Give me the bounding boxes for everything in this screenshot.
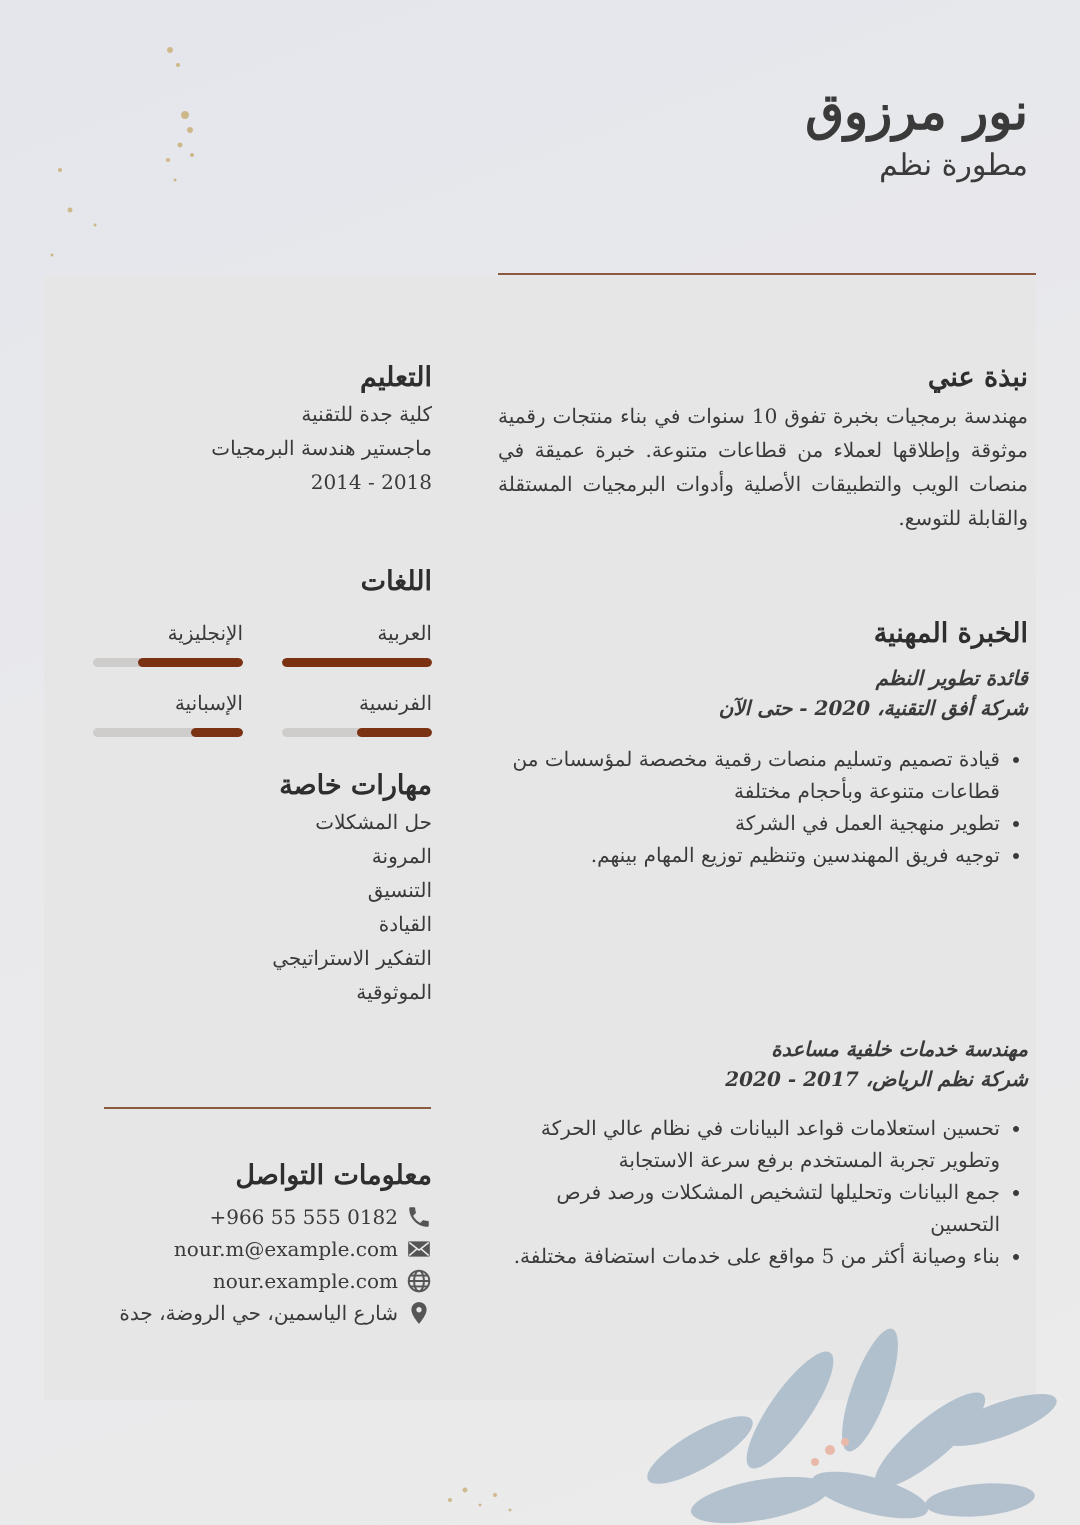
skill-item: حل المشكلات	[315, 810, 432, 834]
address-text: شارع الياسمين، حي الروضة، جدة	[119, 1301, 398, 1325]
contact-address	[92, 1297, 432, 1329]
job-company: شركة أفق التقنية، 2020 - حتى الآن	[718, 696, 1028, 720]
skill-item: التنسيق	[367, 878, 432, 902]
phone-icon	[406, 1204, 432, 1230]
email-icon	[406, 1236, 432, 1262]
job-company: شركة نظم الرياض، 2017 - 2020	[725, 1067, 1028, 1091]
location-icon	[406, 1300, 432, 1326]
experience-section	[498, 618, 1028, 871]
globe-icon	[406, 1268, 432, 1294]
language-name: الإنجليزية	[167, 621, 243, 645]
contact-website[interactable]	[92, 1265, 432, 1297]
languages-heading: اللغات	[360, 566, 432, 597]
list-item: • بناء وصيانة أكثر من 5 مواقع على خدمات استضافة مختلفة.	[498, 1240, 1000, 1272]
languages-section	[92, 566, 432, 756]
list-item: • جمع البيانات وتحليلها لتشخيص المشكلات ورصد فرص التحسين	[498, 1176, 1000, 1240]
phone-text: +966 55 555 0182	[209, 1205, 398, 1229]
experience-job-2	[498, 1034, 1028, 1272]
contact-divider	[104, 1107, 431, 1109]
experience-heading: الخبرة المهنية	[873, 618, 1028, 649]
list-item: • توجيه فريق المهندسين وتنظيم توزيع المهام بينهم.	[498, 839, 1000, 871]
leaves-decoration	[540, 1300, 1080, 1525]
job-bullets	[498, 743, 1028, 871]
education-section	[92, 362, 432, 499]
skills-section	[92, 770, 432, 1009]
skill-item: القيادة	[378, 912, 432, 936]
person-name: نور مرزوق	[805, 82, 1028, 141]
education-degree: ماجستير هندسة البرمجيات	[211, 436, 432, 460]
language-name: العربية	[377, 621, 432, 645]
about-section	[498, 362, 1028, 535]
language-item	[282, 618, 432, 667]
gold-flakes-decoration	[40, 20, 210, 280]
education-years: 2014 - 2018	[310, 470, 432, 494]
list-item: • تحسين استعلامات قواعد البيانات في نظام عالي الحركة وتطوير تجربة المستخدم برفع سرعة الاستجابة	[498, 1112, 1000, 1176]
contact-section	[92, 1160, 432, 1329]
language-name: الفرنسية	[359, 691, 432, 715]
language-level-bar	[93, 658, 243, 667]
gold-flakes-bottom-decoration	[420, 1470, 540, 1525]
language-name: الإسبانية	[174, 691, 243, 715]
email-text: nour.m@example.com	[173, 1237, 398, 1261]
contact-phone[interactable]	[92, 1201, 432, 1233]
education-heading: التعليم	[360, 362, 432, 393]
website-text: nour.example.com	[212, 1269, 398, 1293]
skills-heading: مهارات خاصة	[279, 770, 432, 801]
about-heading: نبذة عني	[927, 362, 1028, 393]
language-item	[93, 688, 243, 737]
language-level-bar	[282, 658, 432, 667]
skill-item: المرونة	[371, 844, 432, 868]
language-level-bar	[93, 728, 243, 737]
language-item	[282, 688, 432, 737]
list-item: • تطوير منهجية العمل في الشركة	[498, 807, 1000, 839]
about-text: مهندسة برمجيات بخبرة تفوق 10 سنوات في بناء منتجات رقمية موثوقة وإطلاقها لعملاء من قطاعات متنوعة. خبرة عميقة في منصات الويب والتطبيقات الأصلية وأدوات البرمجيات المستقلة والقابلة للتوسع.	[498, 404, 1028, 530]
job-role: مهندسة خدمات خلفية مساعدة	[771, 1037, 1028, 1061]
education-school: كلية جدة للتقنية	[301, 402, 432, 426]
language-item	[93, 618, 243, 667]
job-bullets	[498, 1112, 1028, 1272]
skill-item: الموثوقية	[356, 980, 432, 1004]
job-title: مطورة نظم	[879, 148, 1028, 183]
contact-email[interactable]	[92, 1233, 432, 1265]
experience-job-1	[498, 663, 1028, 871]
skill-item: التفكير الاستراتيجي	[272, 946, 432, 970]
contact-heading: معلومات التواصل	[235, 1160, 432, 1191]
header-divider	[498, 273, 1036, 275]
job-role: قائدة تطوير النظم	[875, 666, 1028, 690]
language-level-bar	[282, 728, 432, 737]
list-item: • قيادة تصميم وتسليم منصات رقمية مخصصة لمؤسسات من قطاعات متنوعة وبأحجام مختلفة	[498, 743, 1000, 807]
